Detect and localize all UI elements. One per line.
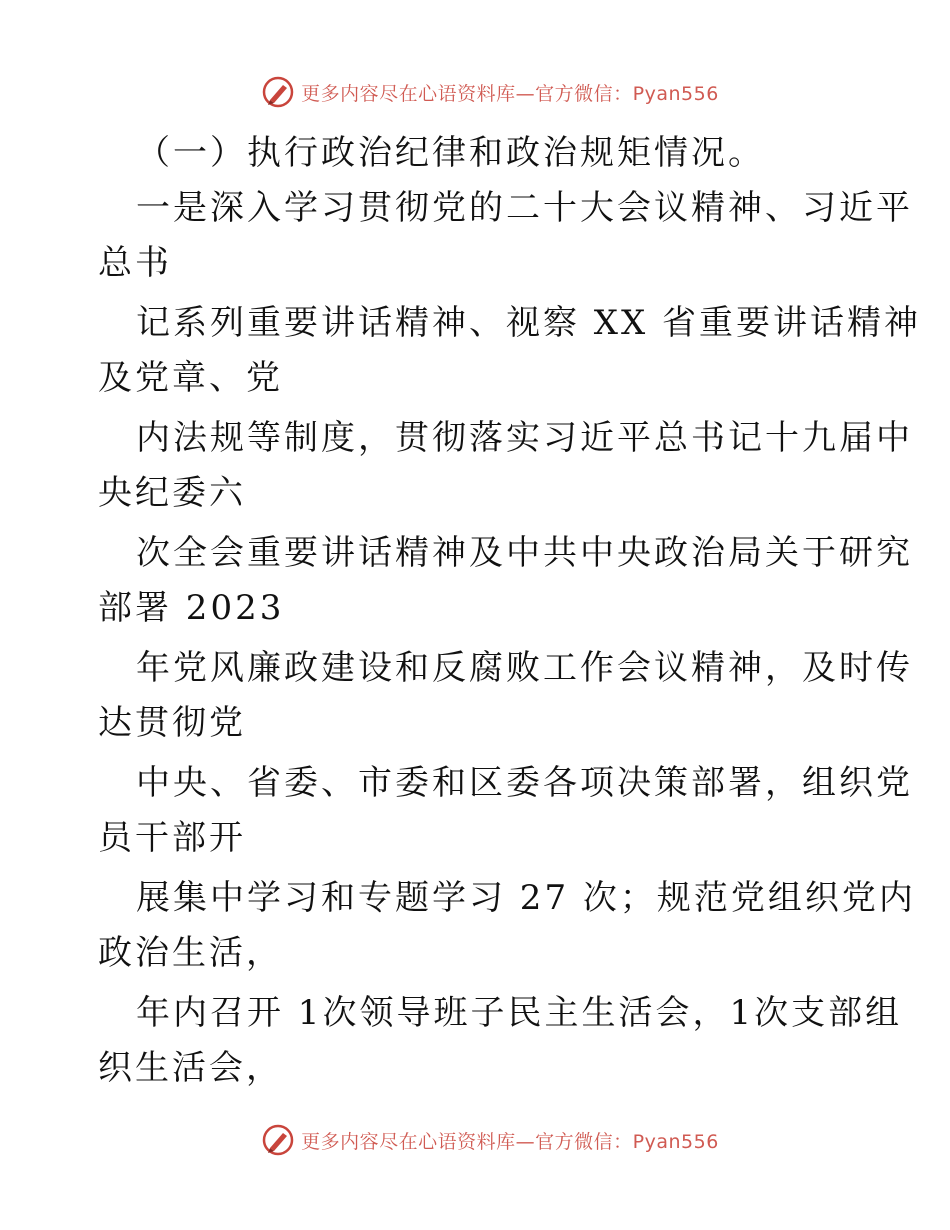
paragraph-line: 年党风廉政建设和反腐败工作会议精神，及时传 [136,648,913,688]
paragraph-line: 达贯彻党 [98,703,246,743]
paragraph-line: 中央、省委、市委和区委各项决策部署，组织党 [136,763,913,803]
paragraph-line: 部署 2023 [98,588,285,628]
header-watermark [0,72,950,112]
watermark-text: 更多内容尽在心语资料库—官方微信：Pyan556 [301,82,719,105]
paragraph-line: 年内召开 1次领导班子民主生活会，1次支部组 [136,993,903,1033]
footer-watermark [0,1120,950,1160]
paragraph-line: 一是深入学习贯彻党的二十大会议精神、习近平 [136,188,913,228]
paragraph-line: 总书 [98,243,172,283]
paragraph-line: 织生活会， [98,1048,283,1088]
paragraph-line: 及党章、党 [98,358,283,398]
paragraph-line: 次全会重要讲话精神及中共中央政治局关于研究 [136,533,913,573]
paragraph-line: 央纪委六 [98,473,246,513]
paragraph-line: 政治生活， [98,933,283,973]
paragraph-line: 员干部开 [98,818,246,858]
watermark-group [261,75,719,109]
pen-circle-icon [261,75,295,109]
section-heading: （一）执行政治纪律和政治规矩情况。 [136,133,765,173]
paragraph-line: 内法规等制度，贯彻落实习近平总书记十九届中 [136,418,913,458]
watermark-group [261,1123,719,1157]
paragraph-line: 展集中学习和专题学习 27 次；规范党组织党内 [136,878,916,918]
watermark-text: 更多内容尽在心语资料库—官方微信：Pyan556 [301,1130,719,1153]
pen-circle-icon [261,1123,295,1157]
paragraph-line: 记系列重要讲话精神、视察 XX 省重要讲话精神 [136,303,922,343]
